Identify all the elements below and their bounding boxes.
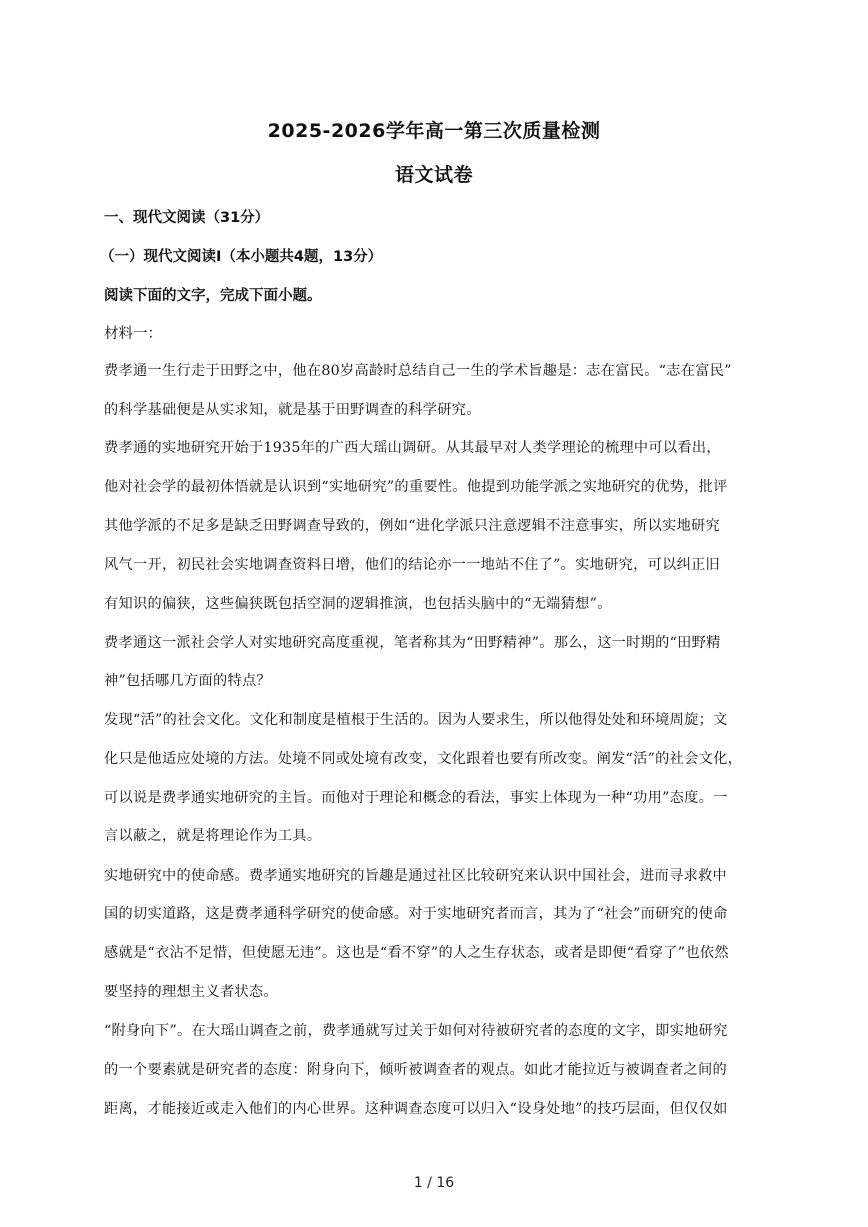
document-title: 2025-2026学年高一第三次质量检测 [267, 120, 601, 142]
body-line: 要坚持的理想主义者状态。 [104, 984, 278, 1000]
body-line: 神”包括哪几方面的特点？ [104, 673, 271, 689]
body-line: 的一个要素就是研究者的态度：附身向下，倾听被调查者的观点。如此才能拉近与被调查者之间的 [104, 1062, 727, 1078]
body-line: 费孝通的实地研究开始于1935年的广西大瑶山调研。从其最早对人类学理论的梳理中可以看出， [104, 440, 721, 456]
body-line: 有知识的偏狭，这些偏狭既包括空洞的逻辑推演，也包括头脑中的“无端猜想”。 [104, 596, 612, 612]
body-line: 感就是“衣沾不足惜，但使愿无违”。这也是“看不穿”的人之生存状态，或者是即便“看穿了”也依然 [104, 945, 729, 961]
body-line: 言以蔽之，就是将理论作为工具。 [104, 828, 322, 844]
body-line: 的科学基础便是从实求知，就是基于田野调查的科学研究。 [104, 402, 481, 418]
body-line: 可以说是费孝通实地研究的主旨。而他对于理论和概念的看法，事实上体现为一种“功用”态度。一 [104, 790, 728, 806]
subsection-heading: （一）现代文阅读I（本小题共4题，13分） [100, 249, 383, 265]
body-line: 发现“活”的社会文化。文化和制度是植根于生活的。因为人要求生，所以他得处处和环境周旋；文 [104, 712, 728, 728]
body-line: 其他学派的不足多是缺乏田野调查导致的，例如“进化学派只注意逻辑不注意事实，所以实地研究 [104, 518, 721, 534]
body-line: 费孝通一生行走于田野之中，他在80岁高龄时总结自己一生的学术旨趣是：志在富民。“志在富民” [104, 363, 732, 379]
page-indicator: 1 / 16 [413, 1175, 455, 1191]
body-line: 风气一开，初民社会实地调查资料日增，他们的结论亦一一地站不住了”。实地研究，可以纠正旧 [104, 557, 721, 573]
body-line: 他对社会学的最初体悟就是认识到“实地研究”的重要性。他提到功能学派之实地研究的优势，批评 [104, 479, 728, 495]
body-line: 国的切实道路，这是费孝通科学研究的使命感。对于实地研究者而言，其为了“社会”而研究的使命 [104, 906, 728, 922]
body-line: 实地研究中的使命感。费孝通实地研究的旨趣是通过社区比较研究来认识中国社会，进而寻求救中 [104, 868, 727, 884]
reading-instruction: 阅读下面的文字，完成下面小题。 [104, 288, 322, 304]
material-label: 材料一： [104, 326, 162, 342]
body-line: “附身向下”。在大瑶山调查之前，费孝通就写过关于如何对待被研究者的态度的文字，即实地研究 [104, 1023, 728, 1039]
body-line: 化只是他适应处境的方法。处境不同或处境有改变，文化跟着也要有所改变。阐发“活”的社会文化， [104, 751, 743, 767]
document-subtitle: 语文试卷 [394, 164, 473, 186]
body-line: 距离，才能接近或走入他们的内心世界。这种调查态度可以归入“设身处地”的技巧层面，但仅仅如 [104, 1101, 728, 1117]
section-heading: 一、现代文阅读（31分） [104, 210, 270, 226]
body-line: 费孝通这一派社会学人对实地研究高度重视，笔者称其为“田野精神”。那么，这一时期的“田野精 [104, 635, 721, 651]
